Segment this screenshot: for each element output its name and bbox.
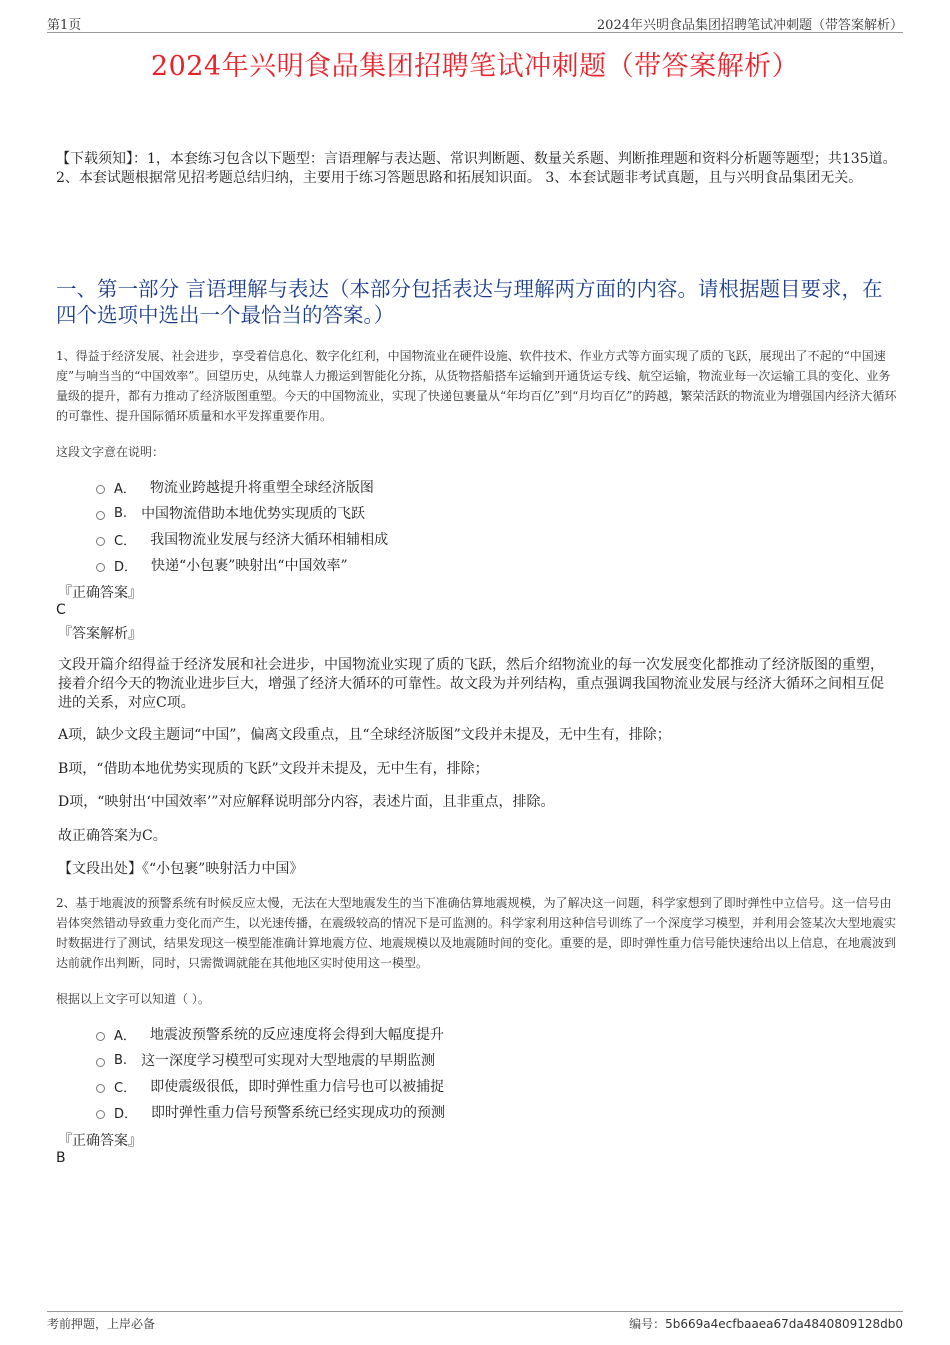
option-text: 快递“小包裹”映射出“中国效率” <box>151 558 348 574</box>
option-text: 物流业跨越提升将重塑全球经济版图 <box>149 480 374 496</box>
radio-icon[interactable] <box>96 1058 105 1067</box>
radio-icon[interactable] <box>96 485 105 494</box>
question-1-option-d[interactable] <box>96 555 348 575</box>
question-1-answer: C <box>56 602 66 618</box>
question-1-option-b[interactable] <box>96 503 365 523</box>
option-letter: B. <box>114 1052 128 1068</box>
download-notice: 【下载须知】：1，本套练习包含以下题型：言语理解与表达题、常识判断题、数量关系题、判断推理题和资料分析题等题型；共135道。 2、本套试题根据常见招考题总结归纳，主要用于练习答题思路和拓展知识面。 3、本套试题非考试真题，且与兴明食品集团无关。 <box>56 151 897 186</box>
analysis-paragraph: B项，“借助本地优势实现质的飞跃”文段并未提及，无中生有，排除； <box>58 761 489 777</box>
option-letter: A． <box>114 1028 136 1044</box>
footer-document-id: 编号：5b669a4ecfbaaea67da4840809128db0 <box>629 1317 903 1331</box>
radio-icon[interactable] <box>96 1110 105 1119</box>
option-letter: C． <box>114 1080 137 1096</box>
document-title: 2024年兴明食品集团招聘笔试冲刺题（带答案解析） <box>150 51 800 82</box>
question-1-option-a[interactable] <box>96 477 374 497</box>
option-text: 即时弹性重力信号预警系统已经实现成功的预测 <box>151 1105 446 1121</box>
header-divider <box>47 32 903 33</box>
question-1-analysis-label: 『答案解析』 <box>58 626 142 642</box>
option-text: 中国物流借助本地优势实现质的飞跃 <box>141 506 366 522</box>
radio-icon[interactable] <box>96 1084 105 1093</box>
question-2-stem: 2、基于地震波的预警系统有时候反应太慢，无法在大型地震发生的当下准确估算地震规模，为了解决这一问题，科学家想到了即时弹性中立信号。这一信号由岩体突然错动导致重力变化而产生，以光速传播，在震级较高的情况下是可监测的。科学家利用这种信号训练了一个深度学习模型，并利用会签某次大型地震实时数据进行了测试，结果发现这一模型能准确计算地震方位、地震规模以及地震随时间的变化。重要的是，即时弹性重力信号能快速给出以上信息，在地震波到达前就作出判断，同时，只需微调就能在其他地区实时使用这一模型。 <box>56 896 897 970</box>
analysis-paragraph: D项，“映射出‘中国效率’”对应解释说明部分内容，表述片面，且非重点，排除。 <box>58 794 555 810</box>
question-2-prompt: 根据以上文字可以知道（ ）。 <box>56 992 210 1006</box>
radio-icon[interactable] <box>96 563 105 572</box>
question-2-answer-label: 『正确答案』 <box>58 1133 142 1149</box>
header-doc-title: 2024年兴明食品集团招聘笔试冲刺题（带答案解析） <box>596 18 903 33</box>
option-text: 我国物流业发展与经济大循环相辅相成 <box>150 532 389 548</box>
section-heading: 一、第一部分 言语理解与表达（本部分包括表达与理解两方面的内容。请根据题目要求，在四个选项中选出一个最恰当的答案。） <box>56 277 883 327</box>
option-letter: B. <box>114 505 128 521</box>
radio-icon[interactable] <box>96 537 105 546</box>
analysis-paragraph: 文段开篇介绍得益于经济发展和社会进步，中国物流业实现了质的飞跃，然后介绍物流业的每一次发展变化都推动了经济版图的重塑，接着介绍今天的物流业进步巨大，增强了经济大循环的可靠性。故文段为并列结构，重点强调我国物流业发展与经济大循环之间相互促进的关系，对应C项。 <box>58 657 884 711</box>
question-1-prompt: 这段文字意在说明： <box>56 445 165 459</box>
page-number: 第1页 <box>47 18 82 33</box>
question-2-option-c[interactable] <box>96 1076 444 1096</box>
option-text: 地震波预警系统的反应速度将会得到大幅度提升 <box>149 1027 444 1043</box>
option-text: 这一深度学习模型可实现对大型地震的早期监测 <box>141 1053 436 1069</box>
option-text: 即使震级很低，即时弹性重力信号也可以被捕捉 <box>150 1079 445 1095</box>
option-letter: C． <box>114 533 137 549</box>
question-2-option-a[interactable] <box>96 1024 444 1044</box>
option-letter: A． <box>114 481 136 497</box>
footer-slogan: 考前押题，上岸必备 <box>47 1317 156 1331</box>
question-1-stem: 1、得益于经济发展、社会进步，享受着信息化、数字化红利，中国物流业在硬件设施、软件技术、作业方式等方面实现了质的飞跃，展现出了不起的“中国速度”与响当当的“中国效率”。回望历史，从纯靠人力搬运到智能化分拣，从货物搭船搭车运输到开通货运专线、航空运输，物流业每一次运输工具的变化、业务量级的提升，都有力推动了经济版图重塑。今天的中国物流业，实现了快递包裹量从“年均百亿”到“月均百亿”的跨越，繁荣活跃的物流业为增强国内经济大循环的可靠性、提升国际循环质量和水平发挥重要作用。 <box>56 349 897 423</box>
option-letter: D． <box>114 559 138 575</box>
question-2-answer: B <box>56 1150 66 1166</box>
analysis-paragraph: A项，缺少文段主题词“中国”，偏离文段重点，且“全球经济版图”文段并未提及，无中生有，排除； <box>58 727 671 743</box>
option-letter: D． <box>114 1106 138 1122</box>
source-note: 【文段出处】《“小包裹”映射活力中国》 <box>58 861 304 877</box>
question-2-option-d[interactable] <box>96 1102 445 1122</box>
footer-divider <box>47 1311 903 1312</box>
question-1-answer-label: 『正确答案』 <box>58 585 142 601</box>
question-1-option-c[interactable] <box>96 529 388 549</box>
radio-icon[interactable] <box>96 1032 105 1041</box>
question-2-option-b[interactable] <box>96 1050 435 1070</box>
analysis-paragraph: 故正确答案为C。 <box>58 828 167 844</box>
radio-icon[interactable] <box>96 511 105 520</box>
